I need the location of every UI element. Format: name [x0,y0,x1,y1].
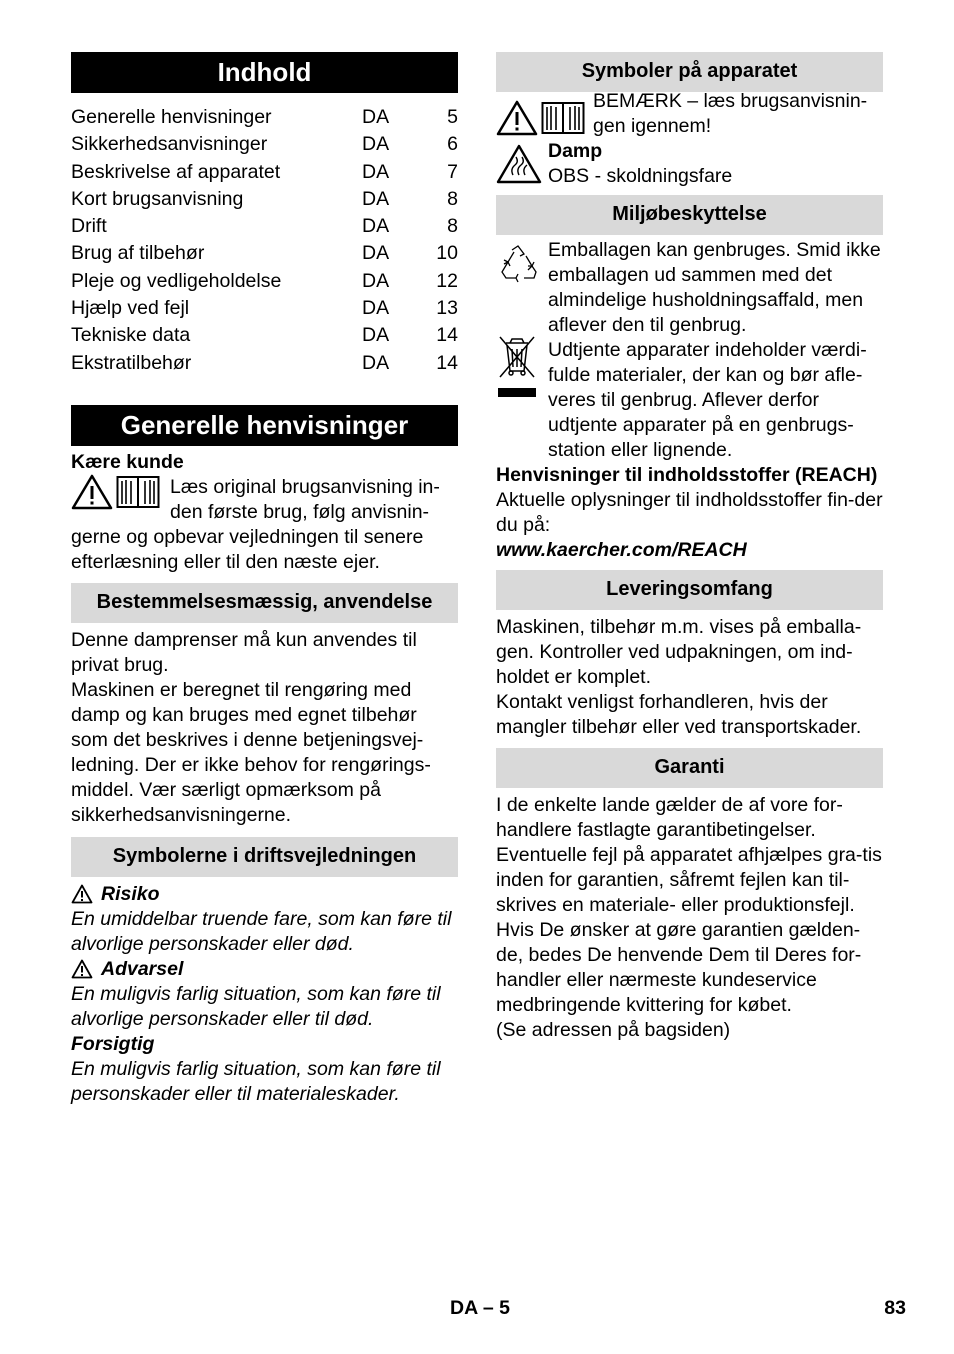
warning-triangle-icon [496,100,538,136]
toc-entry-lang: DA [362,269,390,292]
warranty-text-1: I de enkelte lande gælder de af vore for-handlere fastlagte garantibetingelser. Eventuelle fejl på apparatet afhjælpes gra-tis inden for garantien, såfremt fejlen kan til-skrives en materiale- eller produktionsfejl. Hvis De ønsker at gøre garantien gælden-de, bedes De henvende Dem til Deres for-handler eller nærmeste kundeservice medbringende kvittering for købet. [496,794,882,1016]
caution-label: Forsigtig [71,1032,155,1055]
toc-entry-title: Sikkerhedsanvisninger [71,133,268,156]
toc-entry-page: 5 [447,106,458,128]
toc-entry-title: Generelle henvisninger [71,106,272,128]
toc-row[interactable] [71,186,458,213]
section-page-label: DA – 5 [450,1297,510,1319]
warning-label: Advarsel [101,957,184,980]
toc-entry-page: 13 [436,297,458,320]
manual-symbols-title: Symbolerne i driftsvejledningen [71,837,458,877]
crossed-bin-icon [496,333,538,399]
delivery-title: Leveringsomfang [496,570,883,610]
read-manual-notice [71,475,458,525]
left-column [71,52,458,1107]
steam-text: OBS - skoldningsfare [548,165,733,187]
read-manual-symbol-row [496,90,883,139]
reach-title: Henvisninger til indholdsstoffer (REACH) [496,464,878,486]
toc-entry-page: 14 [436,351,458,374]
toc-entry-page: 8 [447,187,458,210]
toc-entry-lang: DA [362,324,390,347]
general-section-title: Generelle henvisninger [71,405,458,446]
toc-row[interactable] [71,159,458,186]
environment-title: Miljøbeskyttelse [496,195,883,235]
toc-entry-lang: DA [362,215,390,238]
toc-entry-title: Beskrivelse af apparatet [71,160,281,183]
toc-entry-page: 7 [447,160,458,183]
toc-entry-page: 8 [447,215,458,238]
packaging-row [496,238,883,338]
note-text: BEMÆRK – læs brugsanvisnin-gen igennem! [593,90,868,137]
risk-label: Risiko [101,882,160,905]
toc-title: Indhold [71,52,458,93]
manual-book-icon [541,100,585,136]
read-first-line-1: Læs original brugsanvisning in- [170,475,440,498]
toc-entry-lang: DA [362,106,390,128]
disposal-text: Udtjente apparater indeholder værdi-fulde materialer, der kan og bør afle-veres til genbrug. Aflever derfor udtjente apparater på en genbrugs-station eller lignende. [548,339,867,461]
steam-symbol-row [496,139,883,189]
toc-entry-page: 12 [436,269,458,292]
read-first-continued: gerne og opbevar vejledningen til senere efterlæsning eller til den næste ejer. [71,525,424,573]
toc-entry-title: Hjælp ved fejl [71,297,190,320]
steam-label: Damp [548,140,603,162]
intended-use-title: Bestemmelsesmæssig, anvendelse [71,583,458,623]
toc-row[interactable] [71,350,458,377]
toc-entry-title: Brug af tilbehør [71,242,205,265]
risk-heading [71,882,458,907]
reach-link[interactable]: www.kaercher.com/REACH [496,539,747,561]
toc-entry-title: Pleje og vedligeholdelse [71,269,282,292]
packaging-text: Emballagen kan genbruges. Smid ikke emballagen ud sammen med det almindelige husholdningsaffald, men aflever den til genbrug. [548,239,881,336]
toc-row[interactable] [71,213,458,240]
warranty-title: Garanti [496,748,883,788]
toc-entry-lang: DA [362,242,390,265]
toc-entry-title: Drift [71,215,107,238]
toc-row[interactable] [71,295,458,322]
intended-use-text-1: Denne damprenser må kun anvendes til privat brug. [71,628,417,676]
intended-use-text-2: Maskinen er beregnet til rengøring med damp og kan bruges med egnet tilbehør som det beskrives i denne betjeningsvej-ledning. Der er ikke behov for rengørings-middel. Vær særligt opmærksom på sikkerhedsanvisningerne. [71,678,431,826]
toc-entry-title: Kort brugsanvisning [71,187,244,210]
right-column [496,52,883,1043]
toc-entry-lang: DA [362,187,390,210]
toc-row[interactable] [71,268,458,295]
toc-entry-lang: DA [362,160,390,183]
toc-entry-page: 10 [436,242,458,265]
toc-entry-title: Ekstratilbehør [71,351,192,374]
steam-hazard-icon [496,144,542,184]
toc-row[interactable] [71,240,458,267]
dear-customer-heading: Kære kunde [71,450,184,473]
warning-triangle-icon [71,474,113,510]
danger-triangle-icon [71,884,93,904]
warranty-text-2: (Se adressen på bagsiden) [496,1019,731,1041]
delivery-text-1: Maskinen, tilbehør m.m. vises på emballa-gen. Kontroller ved udpakningen, om ind-holdet er komplet. [496,616,862,688]
toc-entry-lang: DA [362,297,390,320]
toc-entry-title: Tekniske data [71,324,191,347]
warning-triangle-small-icon [71,959,93,979]
page-number: 83 [884,1297,906,1319]
read-first-line-2: den første brug, følg anvisnin- [170,500,430,523]
toc-row[interactable] [71,322,458,349]
toc-entry-lang: DA [362,133,390,156]
manual-book-icon [116,474,160,510]
toc-row[interactable] [71,131,458,158]
toc-entry-page: 14 [436,324,458,347]
disposal-row [496,338,883,463]
reach-text: Aktuelle oplysninger til indholdsstoffer fin-der du på: [496,489,883,536]
table-of-contents [71,104,458,377]
recycling-icon [496,244,540,286]
delivery-text-2: Kontakt venligst forhandleren, hvis der mangler tilbehør eller ved transportskader. [496,691,862,738]
toc-row[interactable] [71,104,458,131]
device-symbols-title: Symboler på apparatet [496,52,883,92]
risk-text: En umiddelbar truende fare, som kan føre til alvorlige personskader eller død. [71,907,452,955]
toc-entry-lang: DA [362,351,390,374]
warning-heading [71,957,458,982]
caution-text: En muligvis farlig situation, som kan føre til personskader eller til materialeskader. [71,1057,441,1105]
toc-entry-page: 6 [447,133,458,156]
warning-text: En muligvis farlig situation, som kan føre til alvorlige personskader eller til død. [71,982,441,1030]
